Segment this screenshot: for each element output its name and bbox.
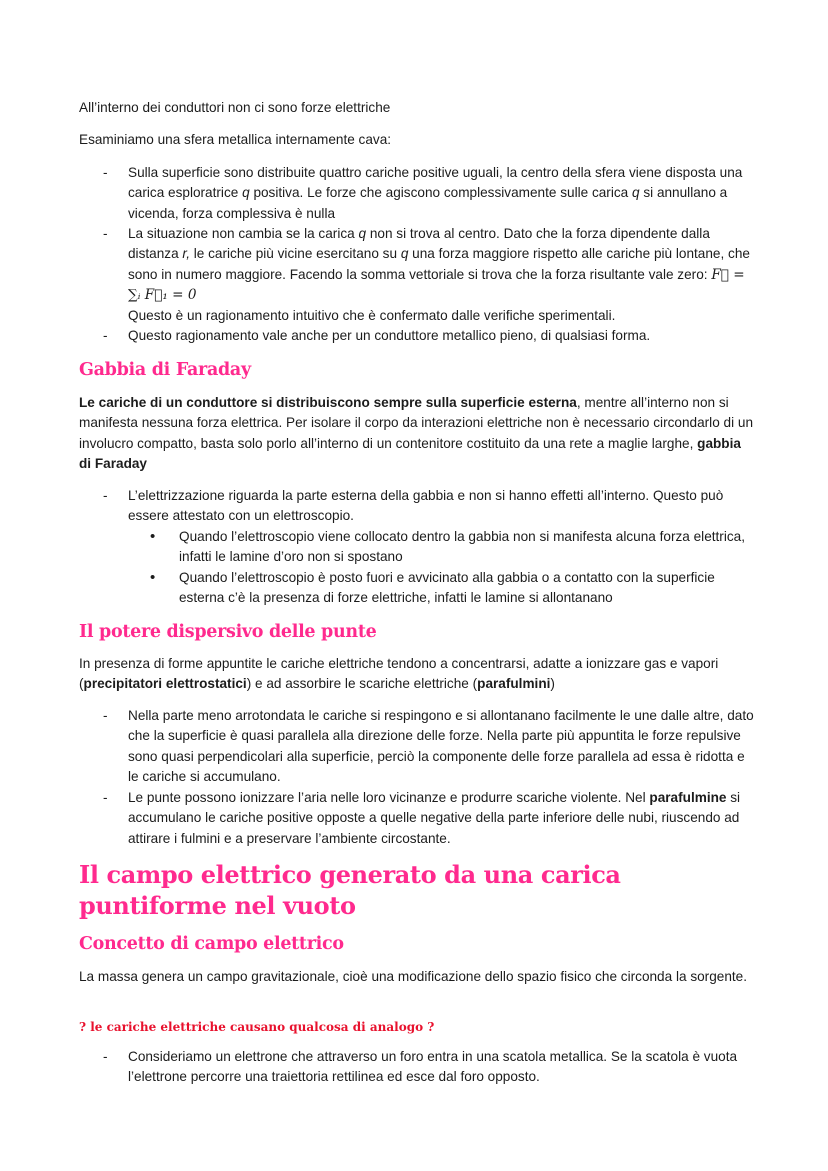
sub-bullet: • — [150, 569, 156, 586]
heading-faraday: Gabbia di Faraday — [79, 360, 251, 380]
heading-points: Il potere dispersivo delle punte — [79, 622, 377, 642]
list-bullet: - — [103, 165, 108, 180]
question-line: ? le cariche elettriche causano qualcosa di analogo ? — [79, 1020, 435, 1034]
list-item-electrification: L’elettrizzazione riguarda la parte esterna della gabbia e non si hanno effetti all’interno. Questo può essere attestato con un elettroscopio. — [128, 488, 724, 524]
sub-item-inside: Quando l’elettroscopio viene collocato dentro la gabbia non si manifesta alcuna forza elettrica, infatti le lamine d’oro non si spostano — [179, 529, 745, 565]
points-paragraph: In presenza di forme appuntite le cariche elettriche tendono a concentrarsi, adatte a ionizzare gas e vapori (precipitatori elettrostatici) e ad assorbire le scariche elettriche (parafulmini) — [79, 656, 719, 692]
force-formula: F⃗ = ∑ᵢ F⃗₁ = 0 — [128, 266, 745, 304]
list-item-lightning-rod: Le punte possono ionizzare l’aria nelle loro vicinanze e produrre scariche violente. Nel parafulmine si accumulano le cariche positive opposte a quelle negative della parte inferiore delle nubi, riuscendo ad attirare i fulmini e a preservare l’ambiente circostante. — [128, 790, 741, 846]
list-bullet: - — [103, 328, 108, 343]
intro-line-2: Esaminiamo una sfera metallica internamente cava: — [79, 132, 392, 147]
list-item-repulsion: Nella parte meno arrotondata le cariche si respingono e si allontanano facilmente le une dalle altre, dato che la superficie è quasi parallela alla direzione delle forze. Nella parte più appuntita le forze repulsive sono quasi perpendicolari alla superficie, perciò la componente delle forze parallela ad essa è ridotta e le cariche si accumulano. — [128, 708, 754, 785]
heading-field-concept: Concetto di campo elettrico — [79, 934, 344, 954]
list-bullet: - — [103, 1049, 108, 1064]
heading-electric-field: Il campo elettrico generato da una carica puntiforme nel vuoto — [79, 860, 621, 920]
faraday-paragraph: Le cariche di un conduttore si distribuiscono sempre sulla superficie esterna, mentre all’interno non si manifesta nessuna forza elettrica. Per isolare il corpo da interazioni elettriche non è necessario circondarlo di un involucro compatto, basta solo porlo all’interno di un contenitore costituito da una rete a maglie larghe, gabbia di Faraday — [79, 395, 754, 472]
sub-item-outside: Quando l’elettroscopio è posto fuori e avvicinato alla gabbia o a contatto con la superficie esterna c’è la presenza di forze elettriche, infatti le lamine si allontanano — [179, 570, 715, 606]
list-item-full-conductor: Questo ragionamento vale anche per un conduttore metallico pieno, di qualsiasi forma. — [128, 328, 651, 343]
list-bullet: - — [103, 488, 108, 503]
list-item-charges: Sulla superficie sono distribuite quattro cariche positive uguali, la centro della sfera viene disposta una carica esploratrice q positiva. Le forze che agiscono complessivamente sulle carica q si annullano a vicenda, forza complessiva è nulla — [128, 165, 743, 221]
sub-bullet: • — [150, 528, 156, 545]
list-item-electron: Consideriamo un elettrone che attraverso un foro entra in una scatola metallica. Se la scatola è vuota l’elettrone percorre una traiettoria rettilinea ed esce dal foro opposto. — [128, 1049, 738, 1085]
intro-line-1: All’interno dei conduttori non ci sono forze elettriche — [79, 100, 391, 115]
list-item-position: La situazione non cambia se la carica q non si trova al centro. Dato che la forza dipendente dalla distanza r, le cariche più vicine esercitano su q una forza maggiore rispetto alle cariche più lontane, che sono in numero maggiore. Facendo la somma vettoriale si trova che la forza risultante vale zero: F⃗ = ∑ᵢ F⃗₁ = 0 Questo è un ragionamento intuitivo che è confermato dalle verifiche sperimentali. — [128, 226, 750, 323]
list-bullet: - — [103, 708, 108, 723]
list-bullet: - — [103, 790, 108, 805]
field-paragraph: La massa genera un campo gravitazionale, cioè una modificazione dello spazio fisico che circonda la sorgente. — [79, 969, 747, 984]
list-bullet: - — [103, 226, 108, 241]
